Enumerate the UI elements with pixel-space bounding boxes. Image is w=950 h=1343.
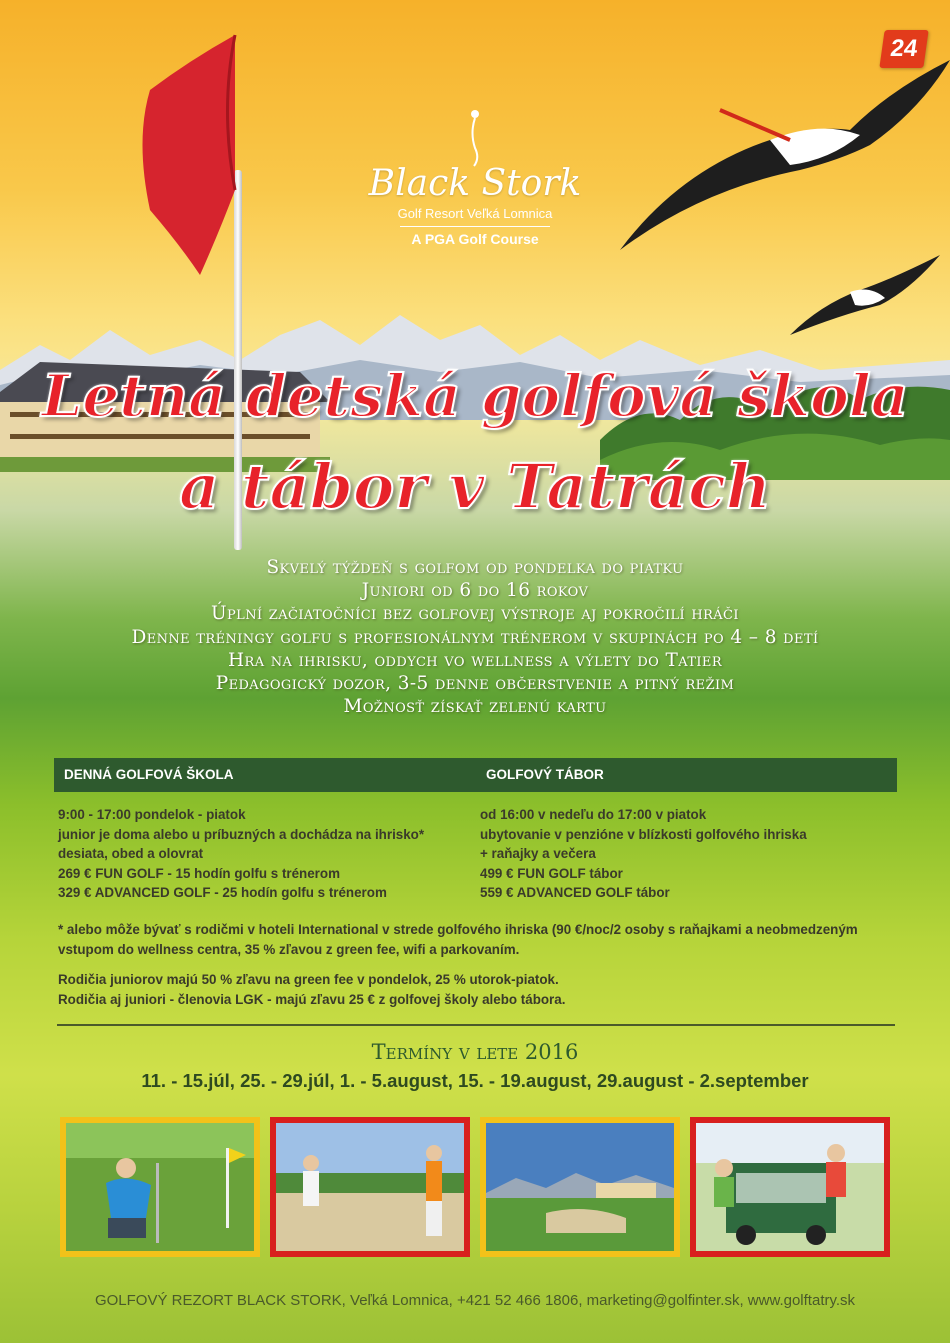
feature-item: Denne tréningy golfu s profesionálnym trénerom v skupinách po 4 – 8 detí xyxy=(131,626,819,648)
resort-logo xyxy=(330,108,620,268)
terms-title: Termíny v lete 2016 xyxy=(371,1040,579,1064)
stork-icon xyxy=(620,60,950,250)
day-school-row: 269 € FUN GOLF - 15 hodín golfu s trénerom xyxy=(58,865,340,881)
stork-icon xyxy=(790,250,940,340)
section-divider xyxy=(57,1024,895,1026)
title-line-1: Letná detská golfová škola xyxy=(41,362,909,430)
camp-header: GOLFOVÝ TÁBOR xyxy=(486,767,604,782)
resort-landscape-photo xyxy=(480,1117,680,1257)
camp-row: od 16:00 v nedeľu do 17:00 v piatok xyxy=(480,807,707,822)
accommodation-note: * alebo môže bývať s rodičmi v hoteli International v strede golfového ihriska (90 €/noc/2 osoby s raňajkami a neobmedzeným vstupom do wellness centra, 35 % zľavou z green fee, wifi a parkovaním. xyxy=(58,922,858,957)
day-school-row: junior je doma alebo u príbuzných a dochádza na ihrisko* xyxy=(58,826,425,842)
discount-note: Rodičia juniorov majú 50 % zľavu na green fee v pondelok, 25 % utorok-piatok. xyxy=(58,972,559,987)
feature-item: Pedagogický dozor, 3-5 denne občerstvenie a pitný režim xyxy=(215,673,735,695)
camp-row: ubytovanie v penzióne v blízkosti golfového ihriska xyxy=(480,826,807,842)
title-line-2: a tábor v Tatrách xyxy=(179,450,771,523)
feature-item: Juniori od 6 do 16 rokov xyxy=(361,580,589,602)
features-list xyxy=(30,556,920,718)
news-badge: 24 xyxy=(879,30,928,68)
day-school-details xyxy=(58,805,478,903)
day-school-row: desiata, obed a olovrat xyxy=(58,846,204,861)
junior-putting-photo xyxy=(60,1117,260,1257)
camp-row: 499 € FUN GOLF tábor xyxy=(480,865,623,881)
terms-dates: 11. - 15.júl, 25. - 29.júl, 1. - 5.august, 15. - 19.august, 29.august - 2.september xyxy=(141,1070,809,1091)
feature-item: Úplní začiatočníci bez golfovej výstroje aj pokročilí hráči xyxy=(211,603,739,625)
camp-row: + raňajky a večera xyxy=(480,846,596,861)
logo-tagline: A PGA Golf Course xyxy=(411,231,539,247)
program-table-header xyxy=(54,758,897,792)
logo-name: Black Stork xyxy=(368,163,582,204)
camp-details xyxy=(480,805,900,903)
contact-footer: GOLFOVÝ REZORT BLACK STORK, Veľká Lomnica, +421 52 466 1806, marketing@golfinter.sk, www.golftatry.sk xyxy=(94,1292,856,1309)
flag-icon xyxy=(130,30,245,280)
stork-logo-icon xyxy=(460,108,490,168)
feature-item: Hra na ihrisku, oddych vo wellness a výlety do Tatier xyxy=(227,649,723,671)
discount-note: Rodičia aj juniori - členovia LGK - majú zľavu 25 € z golfovej školy alebo tábora. xyxy=(58,992,566,1007)
feature-item: Skvelý týždeň s golfom od pondelka do piatku xyxy=(266,557,684,578)
logo-divider xyxy=(400,226,550,227)
bunker-training-photo xyxy=(270,1117,470,1257)
day-school-row: 9:00 - 17:00 pondelok - piatok xyxy=(58,807,246,822)
feature-item: Možnosť získať zelenú kartu xyxy=(343,696,607,718)
notes-section xyxy=(58,920,908,1010)
day-school-header: DENNÁ GOLFOVÁ ŠKOLA xyxy=(64,767,234,782)
logo-subtitle: Golf Resort Veľká Lomnica xyxy=(397,206,553,221)
kids-golf-cart-photo xyxy=(690,1117,890,1257)
camp-row: 559 € ADVANCED GOLF tábor xyxy=(480,885,670,900)
day-school-row: 329 € ADVANCED GOLF - 25 hodín golfu s trénerom xyxy=(58,885,387,900)
